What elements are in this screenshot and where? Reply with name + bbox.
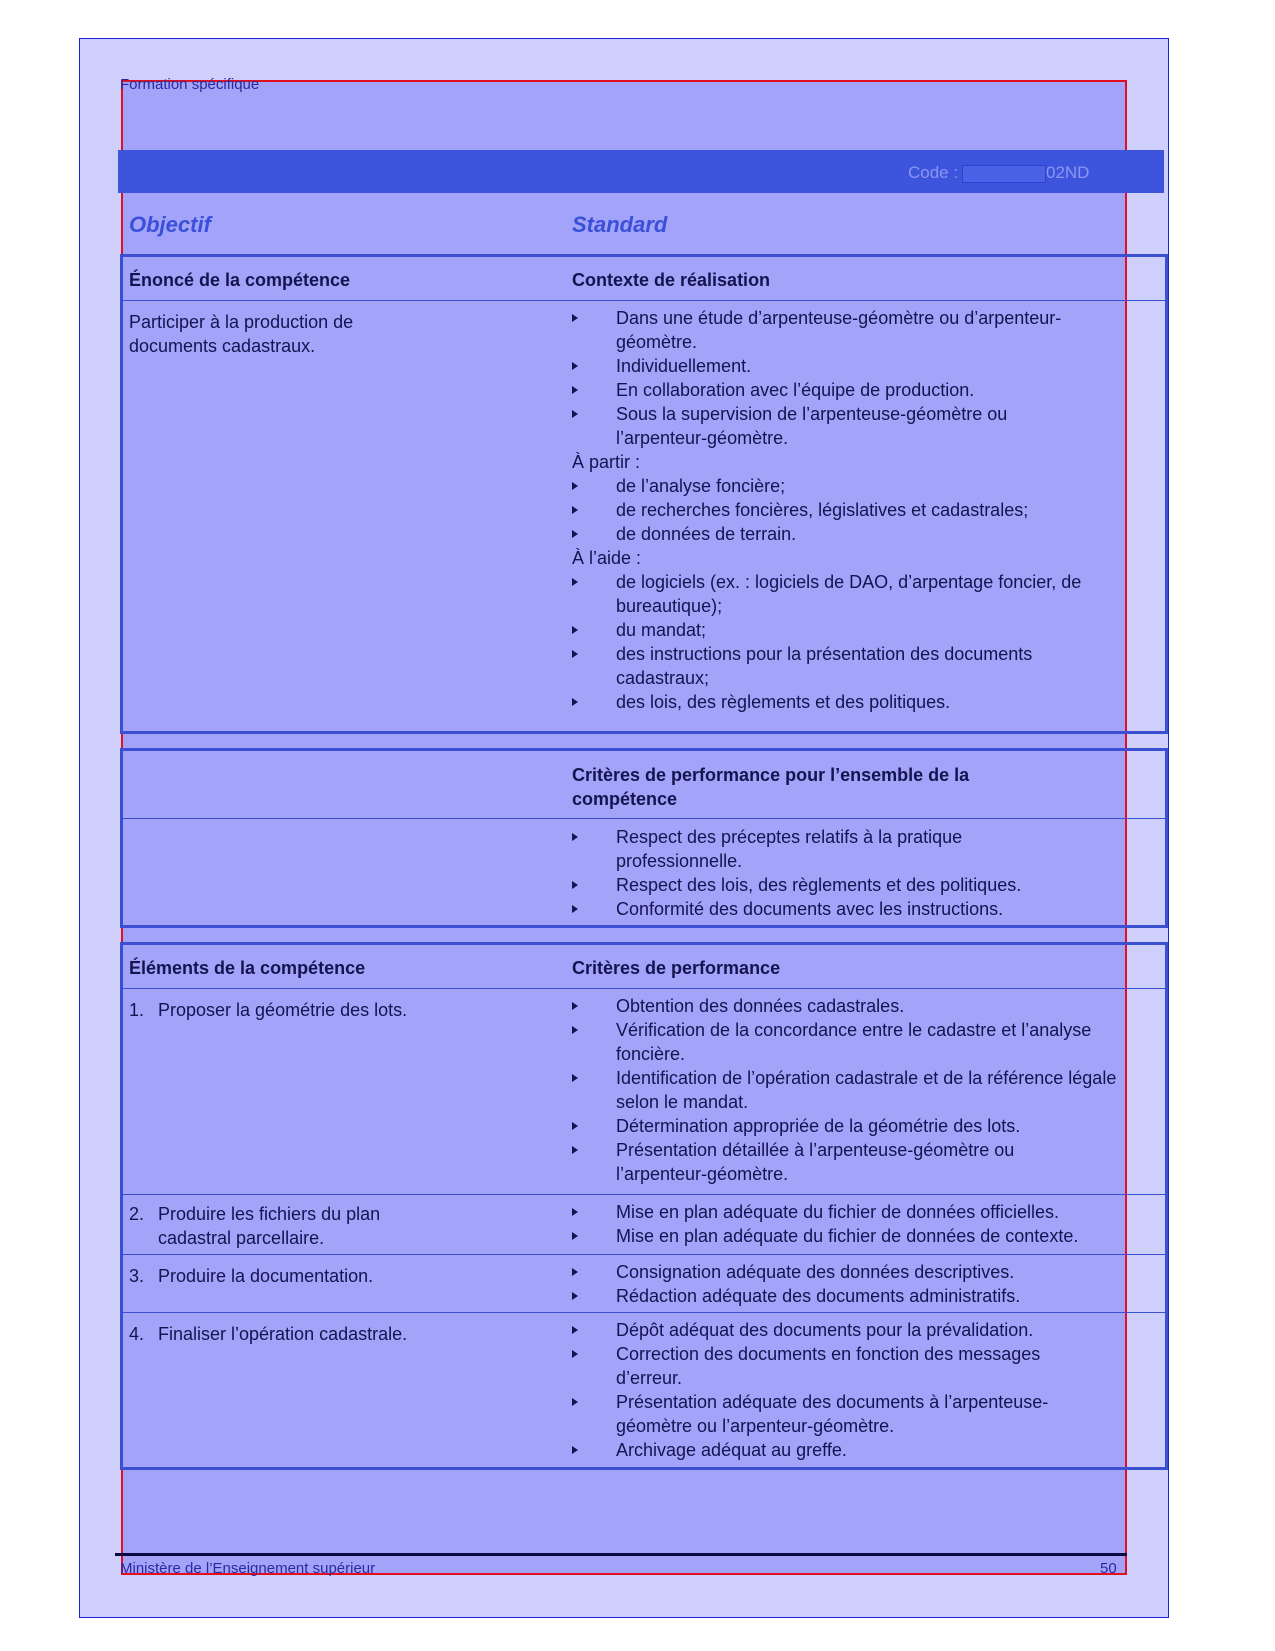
global-criteria-list xyxy=(572,825,1126,921)
bullet-icon xyxy=(572,530,578,538)
bullet-icon xyxy=(572,386,578,394)
bullet-icon xyxy=(572,833,578,841)
elements-header: Éléments de la compétence xyxy=(129,958,366,978)
list-item: des instructions pour la présentation des documents cadastraux; xyxy=(572,642,1162,690)
standard-heading: Standard xyxy=(572,212,668,237)
list-item: Mise en plan adéquate du fichier de données de contexte. xyxy=(572,1224,1176,1248)
competence-statement: Participer à la production de documents cadastraux. xyxy=(129,312,354,356)
divider xyxy=(120,1254,1168,1255)
with-label: À l’aide : xyxy=(572,548,642,568)
criteria-list-3 xyxy=(572,1260,1176,1308)
running-head: Formation spécifique xyxy=(120,76,260,93)
bullet-icon xyxy=(572,1398,578,1406)
bullet-icon xyxy=(572,578,578,586)
context-items-2 xyxy=(572,474,1162,546)
divider xyxy=(120,818,1168,819)
list-item: Rédaction adéquate des documents administratifs. xyxy=(572,1284,1176,1308)
bullet-icon xyxy=(572,506,578,514)
list-item: Conformité des documents avec les instructions. xyxy=(572,897,1126,921)
list-item: Sous la supervision de l’arpenteuse-géomètre ou l’arpenteur-géomètre. xyxy=(572,402,1162,450)
footer-rule xyxy=(115,1553,1127,1556)
bullet-icon xyxy=(572,650,578,658)
bullet-icon xyxy=(572,626,578,634)
from-label: À partir : xyxy=(572,452,641,472)
bullet-icon xyxy=(572,698,578,706)
list-item: des lois, des règlements et des politiques. xyxy=(572,690,1162,714)
bullet-icon xyxy=(572,314,578,322)
bullet-icon xyxy=(572,1350,578,1358)
code-value: 02ND xyxy=(1046,163,1090,182)
list-item: Dépôt adéquat des documents pour la prévalidation. xyxy=(572,1318,1126,1342)
code-field xyxy=(962,165,1046,183)
list-item: Respect des préceptes relatifs à la pratique professionnelle. xyxy=(572,825,1126,873)
divider xyxy=(120,988,1168,989)
global-criteria-header: Critères de performance pour l’ensemble de la compétence xyxy=(572,765,970,809)
bullet-icon xyxy=(572,1002,578,1010)
bullet-icon xyxy=(572,1146,578,1154)
criteria-list-2 xyxy=(572,1200,1176,1248)
context-list xyxy=(572,306,1162,714)
list-item: Identification de l’opération cadastrale et de la référence légale selon le mandat. xyxy=(572,1066,1136,1114)
bullet-icon xyxy=(572,1232,578,1240)
bullet-icon xyxy=(572,905,578,913)
list-item: de recherches foncières, législatives et cadastrales; xyxy=(572,498,1162,522)
divider xyxy=(120,1312,1168,1313)
context-header: Contexte de réalisation xyxy=(572,270,771,290)
list-item: Mise en plan adéquate du fichier de données officielles. xyxy=(572,1200,1176,1224)
list-item: de données de terrain. xyxy=(572,522,1162,546)
criteria-header: Critères de performance xyxy=(572,958,781,978)
list-item: En collaboration avec l’équipe de production. xyxy=(572,378,1162,402)
bullet-icon xyxy=(572,410,578,418)
page-number: 50 xyxy=(1100,1560,1117,1577)
competence-statement-header: Énoncé de la compétence xyxy=(129,270,351,290)
list-item: Présentation adéquate des documents à l’arpenteuse-géomètre ou l’arpenteur-géomètre. xyxy=(572,1390,1126,1438)
bullet-icon xyxy=(572,1446,578,1454)
bullet-icon xyxy=(572,1074,578,1082)
list-item: Détermination appropriée de la géométrie des lots. xyxy=(572,1114,1136,1138)
list-item: de l’analyse foncière; xyxy=(572,474,1162,498)
list-item: Individuellement. xyxy=(572,354,1162,378)
list-item: Respect des lois, des règlements et des politiques. xyxy=(572,873,1126,897)
list-item: Vérification de la concordance entre le cadastre et l’analyse foncière. xyxy=(572,1018,1136,1066)
bullet-icon xyxy=(572,1026,578,1034)
divider xyxy=(120,1194,1168,1195)
context-items-1 xyxy=(572,306,1162,450)
objectif-heading: Objectif xyxy=(129,212,211,237)
context-items-3 xyxy=(572,570,1162,714)
footer-ministry: Ministère de l’Enseignement supérieur xyxy=(120,1560,376,1577)
list-item: du mandat; xyxy=(572,618,1162,642)
code-label: Code : xyxy=(908,163,959,182)
bullet-icon xyxy=(572,1208,578,1216)
list-item: Correction des documents en fonction des messages d’erreur. xyxy=(572,1342,1126,1390)
bullet-icon xyxy=(572,1122,578,1130)
criteria-list-1 xyxy=(572,994,1136,1186)
bullet-icon xyxy=(572,1326,578,1334)
list-item: Présentation détaillée à l’arpenteuse-géomètre ou l’arpenteur-géomètre. xyxy=(572,1138,1136,1186)
criteria-list-4 xyxy=(572,1318,1126,1462)
list-item: Dans une étude d’arpenteuse-géomètre ou d’arpenteur-géomètre. xyxy=(572,306,1162,354)
list-item: Consignation adéquate des données descriptives. xyxy=(572,1260,1176,1284)
bullet-icon xyxy=(572,362,578,370)
list-item: Archivage adéquat au greffe. xyxy=(572,1438,1126,1462)
bullet-icon xyxy=(572,881,578,889)
divider xyxy=(120,300,1168,301)
list-item: de logiciels (ex. : logiciels de DAO, d’arpentage foncier, de bureautique); xyxy=(572,570,1162,618)
bullet-icon xyxy=(572,1268,578,1276)
list-item: Obtention des données cadastrales. xyxy=(572,994,1136,1018)
bullet-icon xyxy=(572,1292,578,1300)
bullet-icon xyxy=(572,482,578,490)
